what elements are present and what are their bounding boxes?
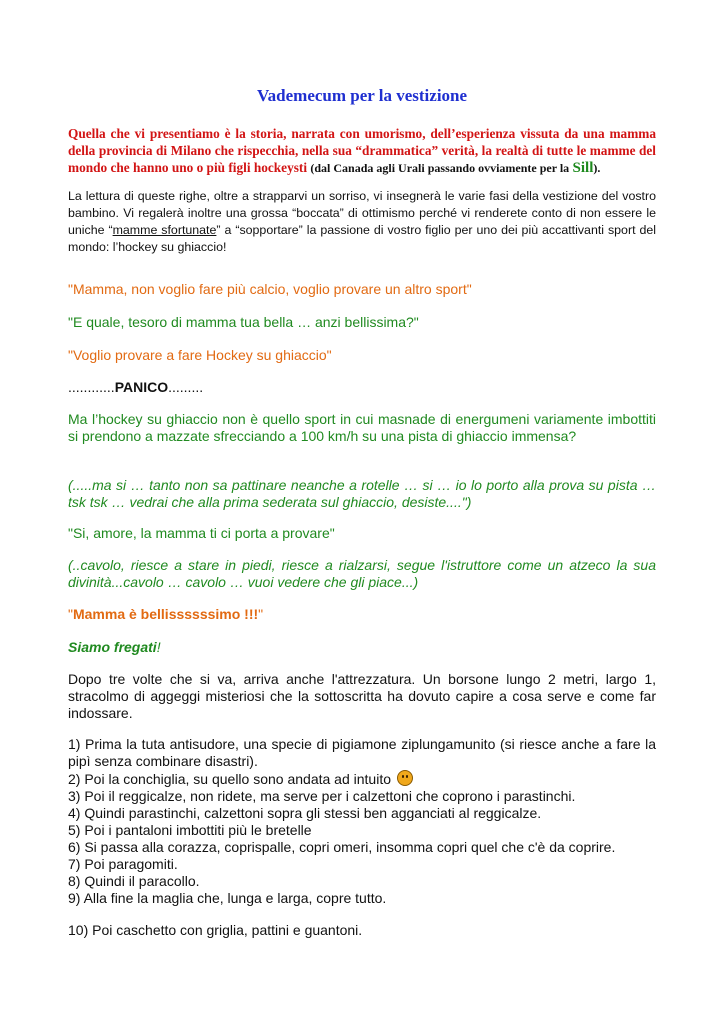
intro-text: Quella che vi presentiamo è la storia, narrata con umorismo, dell’esperienza vissuta da una mamma della provincia di Milano che rispecchia, nella sua “drammatica” verità, la realtà di tutte le mamme del mondo che hanno uno o più figli hockeysti [68,126,656,175]
lettura-part2: ” a “sopportare” la passione di vostro figlio per uno dei più accattivanti sport del mondo: l’hockey su ghiaccio! [68,223,657,254]
panico-dots-pre: ............ [68,379,115,395]
document-title: Vademecum per la vestizione [256,86,468,105]
dialogue-line-1: "Mamma, non voglio fare più calcio, voglio provare un altro sport" [68,281,472,297]
intro-paragraph [68,125,656,177]
siamo-fregati: Siamo fregati [68,639,157,655]
dialogue-line-3: "Voglio provare a fare Hockey su ghiaccio" [68,347,332,363]
dialogue-line-4: Ma l’hockey su ghiaccio non è quello sport in cui masnade di energumeni variamente imbottiti si prendono a mazzate sfrecciando a 100 km/h su una pista di ghiaccio immensa? [68,411,656,444]
exclamation-text: Mamma è bellissssssimo !!! [72,606,259,622]
dialogue-line-9 [68,639,656,656]
intro-close: ). [593,161,601,175]
list-item: 6) Si passa alla corazza, coprispalle, copri omeri, insomma copri quel che c'è da coprire. [68,839,616,855]
lettura-part1: La lettura di queste righe, oltre a strapparvi un sorriso, vi insegnerà le varie fasi della vestizione del vostro bambino. Vi regalerà inoltre una grossa “boccata” di ottimismo perché vi renderete conto di non essere le uniche “ [68,189,656,237]
borsone-paragraph: Dopo tre volte che si va, arriva anche l'attrezzatura. Un borsone lungo 2 metri, largo 1, stracolmo di aggeggi misteriosi che la sottoscritta ha dovuto capire a cosa serve e come far indossare. [68,671,656,721]
panico-word: PANICO [114,379,169,395]
list-item-text: 2) Poi la conchiglia, su quello sono andata ad intuito [68,771,391,787]
list-item [68,770,656,788]
panico-line [68,379,656,396]
vestizione-steps [68,736,656,939]
list-item: 4) Quindi parastinchi, calzettoni sopra gli stessi ben agganciati al reggicalze. [68,805,542,821]
dialogue-line-6: "Si, amore, la mamma ti ci porta a provare" [68,525,335,541]
list-item: 1) Prima la tuta antisudore, una specie di pigiamone ziplungamunito (si riesce anche a fare la pipì senza combinare disastri). [68,736,656,769]
laughing-smiley-icon [397,770,413,786]
dialogue-line-2: "E quale, tesoro di mamma tua bella … anzi bellissima?" [68,314,419,330]
list-item: 5) Poi i pantaloni imbottiti più le bretelle [68,822,312,838]
quote-close: " [258,606,264,622]
dialogue-line-5: (.....ma si … tanto non sa pattinare neanche a rotelle … si … io lo porto alla prova su pista … tsk tsk … vedrai che alla prima sederata sul ghiaccio, desiste....") [68,477,656,510]
panico-dots-post: ......... [168,379,204,395]
list-item: 8) Quindi il paracollo. [68,873,200,889]
list-item: 3) Poi il reggicalze, non ridete, ma serve per i calzettoni che coprono i parastinchi. [68,788,576,804]
dialogue-line-7: (..cavolo, riesce a stare in piedi, riesce a rialzarsi, segue l'istruttore come un atzeco la sua divinità...cavolo … cavolo … vuoi vedere che gli piace...) [68,557,656,590]
list-item: 9) Alla fine la maglia che, lunga e larga, copre tutto. [68,890,387,906]
intro-aside: (dal Canada agli Urali passando ovviamente per la [310,161,570,175]
list-item: 10) Poi caschetto con griglia, pattini e guantoni. [68,922,363,938]
list-item: 7) Poi paragomiti. [68,856,178,872]
lettura-underlined: mamme sfortunate [112,223,217,237]
intro-sill: Sill [572,160,594,176]
lettura-paragraph [68,188,656,256]
quote-open: " [68,606,73,622]
dialogue-line-8 [68,606,656,623]
siamo-fregati-end: ! [156,639,161,655]
